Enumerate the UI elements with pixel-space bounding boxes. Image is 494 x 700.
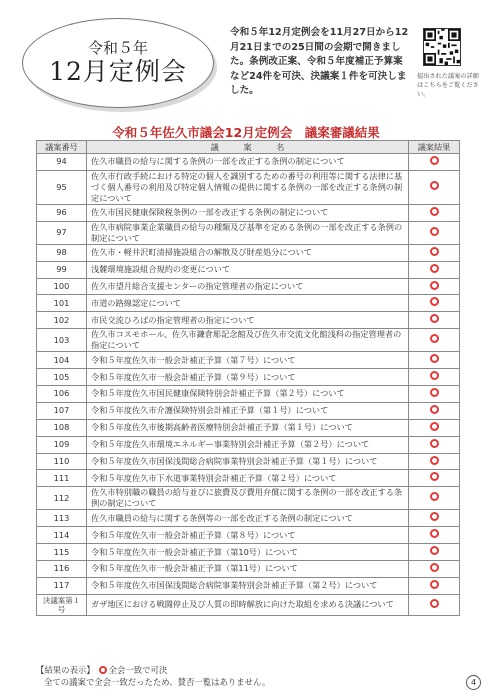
red-circle-icon	[430, 529, 439, 538]
bill-result	[409, 527, 460, 544]
legend-text: 全会一致で可決	[108, 665, 168, 675]
table-row	[37, 386, 460, 403]
table-row	[37, 561, 460, 578]
table-row	[37, 577, 460, 594]
red-circle-icon	[430, 512, 439, 521]
bill-result	[409, 154, 460, 171]
bill-title: 令和５年度佐久市環境エネルギー事業特別会計補正予算（第２号）について	[87, 436, 409, 453]
footnote: 全ての議案で全会一致だったため、賛否一覧はありません。	[44, 677, 271, 687]
bill-result	[409, 352, 460, 369]
red-circle-icon	[430, 546, 439, 555]
bill-result	[409, 312, 460, 329]
bill-number: 95	[37, 170, 87, 204]
bill-title: 令和５年度佐久市国保浅間総合病院事業特別会計補正予算（第１号）について	[87, 453, 409, 470]
bill-number: 103	[37, 329, 87, 352]
table-row	[37, 594, 460, 615]
red-circle-icon	[430, 439, 439, 448]
bill-number: 111	[37, 470, 87, 487]
red-circle-icon	[430, 405, 439, 414]
bill-title: 令和５年度佐久市国保浅間総合病院事業特別会計補正予算（第２号）について	[87, 577, 409, 594]
bill-result	[409, 369, 460, 386]
red-circle-icon	[430, 156, 439, 165]
red-circle-icon	[430, 599, 439, 608]
bill-number: 115	[37, 544, 87, 561]
results-heading: 令和５年佐久市議会12月定例会 議案審議結果	[38, 123, 454, 145]
bill-number: 113	[37, 510, 87, 527]
column-header-title: 議 案 名	[87, 141, 409, 154]
bill-result	[409, 295, 460, 312]
red-circle-icon	[430, 492, 439, 501]
bill-result	[409, 261, 460, 278]
table-row	[37, 221, 460, 244]
bill-number: 117	[37, 577, 87, 594]
table-row	[37, 470, 460, 487]
results-table	[36, 140, 460, 616]
red-circle-icon	[430, 388, 439, 397]
red-circle-icon	[430, 422, 439, 431]
bill-number: 100	[37, 278, 87, 295]
bill-number: 106	[37, 386, 87, 403]
red-circle-icon	[430, 354, 439, 363]
qr-code-icon[interactable]	[423, 28, 461, 66]
legend-label: 【結果の表示】	[36, 665, 95, 675]
table-row	[37, 329, 460, 352]
table-row	[37, 453, 460, 470]
bill-title: 佐久市特別職の職員の給与並びに旅費及び費用弁償に関する条例の一部を改正する条例の制定について	[87, 487, 409, 510]
bill-title: 佐久市病院事業企業職員の給与の種類及び基準を定める条例の一部を改正する条例の制定について	[87, 221, 409, 244]
column-header-result: 議案結果	[409, 141, 460, 154]
table-row	[37, 295, 460, 312]
table-row	[37, 154, 460, 171]
red-circle-icon	[430, 456, 439, 465]
bill-result	[409, 487, 460, 510]
bill-number: 98	[37, 244, 87, 261]
bill-result	[409, 419, 460, 436]
table-row	[37, 278, 460, 295]
bill-result	[409, 221, 460, 244]
table-row	[37, 170, 460, 204]
bill-number: 112	[37, 487, 87, 510]
bill-result	[409, 436, 460, 453]
bill-number: 109	[37, 436, 87, 453]
table-header-row	[37, 141, 460, 154]
bill-number: 114	[37, 527, 87, 544]
bill-number: 110	[37, 453, 87, 470]
bill-number: 107	[37, 402, 87, 419]
bill-title: ガザ地区における戦闘停止及び人質の即時解放に向けた取組を求める決議について	[87, 594, 409, 615]
red-circle-icon	[430, 472, 439, 481]
bill-title: 令和５年度佐久市介護保険特別会計補正予算（第１号）について	[87, 402, 409, 419]
bill-result	[409, 510, 460, 527]
bill-number: 96	[37, 204, 87, 221]
red-circle-icon	[430, 580, 439, 589]
bill-title: 佐久市行政手続における特定の個人を識別するための番号の利用等に関する法律に基づく個人番号の利用及び特定個人情報の提供に関する条例の一部を改正する条例の制定について	[87, 170, 409, 204]
bill-title: 佐久市・軽井沢町清掃施設組合の解散及び財産処分について	[87, 244, 409, 261]
red-circle-icon	[430, 264, 439, 273]
bill-title: 令和５年度佐久市一般会計補正予算（第９号）について	[87, 369, 409, 386]
bill-title: 令和５年度佐久市国民健康保険特別会計補正予算（第２号）について	[87, 386, 409, 403]
bill-result	[409, 170, 460, 204]
red-circle-icon	[430, 314, 439, 323]
bill-number: 101	[37, 295, 87, 312]
bill-number: 決議案第１号	[37, 594, 87, 615]
bill-result	[409, 594, 460, 615]
bill-number: 102	[37, 312, 87, 329]
bill-title: 市民交流ひろばの指定管理者の指定について	[87, 312, 409, 329]
bill-result	[409, 244, 460, 261]
bill-result	[409, 204, 460, 221]
table-row	[37, 261, 460, 278]
red-circle-icon	[430, 563, 439, 572]
red-circle-icon	[430, 247, 439, 256]
title-year: 令和５年	[87, 39, 148, 57]
intro-text: 令和５年12月定例会を11月27日から12月21日までの25日間の会期で開きました。条例改正案、令和５年度補正予算案など24件を可決、決議案１件を可決しました。	[230, 27, 409, 97]
bill-title: 佐久市職員の給与に関する条例等の一部を改正する条例の制定について	[87, 510, 409, 527]
bill-title: 佐久市望月総合支援センターの指定管理者の指定について	[87, 278, 409, 295]
table-row	[37, 544, 460, 561]
bill-title: 浅麓環境施設組合規約の変更について	[87, 261, 409, 278]
table-row	[37, 510, 460, 527]
red-circle-icon	[430, 371, 439, 380]
page-number: 4	[466, 675, 481, 690]
red-circle-icon	[430, 334, 439, 343]
bill-result	[409, 386, 460, 403]
table-row	[37, 352, 460, 369]
red-circle-icon	[99, 666, 107, 674]
bill-result	[409, 544, 460, 561]
table-row	[37, 402, 460, 419]
bill-number: 108	[37, 419, 87, 436]
bill-title: 市道の路線認定について	[87, 295, 409, 312]
bill-result	[409, 453, 460, 470]
bill-title: 令和５年度佐久市下水道事業特別会計補正予算（第２号）について	[87, 470, 409, 487]
title-badge	[22, 18, 214, 108]
table-row	[37, 419, 460, 436]
table-row	[37, 527, 460, 544]
bill-title: 佐久市コスモホール、佐久市鎌倉彫記念館及び佐久市交流文化館浅科の指定管理者の指定について	[87, 329, 409, 352]
bill-title: 令和５年度佐久市一般会計補正予算（第11号）について	[87, 561, 409, 578]
red-circle-icon	[430, 207, 439, 216]
bill-title: 令和５年度佐久市一般会計補正予算（第７号）について	[87, 352, 409, 369]
red-circle-icon	[430, 297, 439, 306]
bill-result	[409, 470, 460, 487]
table-row	[37, 436, 460, 453]
legend	[36, 664, 167, 676]
bill-result	[409, 402, 460, 419]
red-circle-icon	[430, 181, 439, 190]
bill-result	[409, 329, 460, 352]
bill-number: 104	[37, 352, 87, 369]
table-row	[37, 487, 460, 510]
bill-number: 99	[37, 261, 87, 278]
bill-number: 116	[37, 561, 87, 578]
bill-result	[409, 278, 460, 295]
qr-note: 提出された議案の詳細はこちらをご覧ください。	[417, 73, 479, 98]
table-row	[37, 369, 460, 386]
bill-result	[409, 577, 460, 594]
table-row	[37, 204, 460, 221]
title-session: 12月定例会	[49, 57, 187, 86]
red-circle-icon	[430, 281, 439, 290]
bill-title: 佐久市国民健康保険税条例の一部を改正する条例の制定について	[87, 204, 409, 221]
bill-number: 105	[37, 369, 87, 386]
bill-title: 佐久市職員の給与に関する条例の一部を改正する条例の制定について	[87, 154, 409, 171]
table-row	[37, 244, 460, 261]
table-row	[37, 312, 460, 329]
bill-title: 令和５年度佐久市一般会計補正予算（第８号）について	[87, 527, 409, 544]
bill-result	[409, 561, 460, 578]
bill-title: 令和５年度佐久市後期高齢者医療特別会計補正予算（第１号）について	[87, 419, 409, 436]
bill-number: 97	[37, 221, 87, 244]
column-header-number: 議案番号	[37, 141, 87, 154]
bill-number: 94	[37, 154, 87, 171]
red-circle-icon	[430, 227, 439, 236]
bill-title: 令和５年度佐久市一般会計補正予算（第10号）について	[87, 544, 409, 561]
